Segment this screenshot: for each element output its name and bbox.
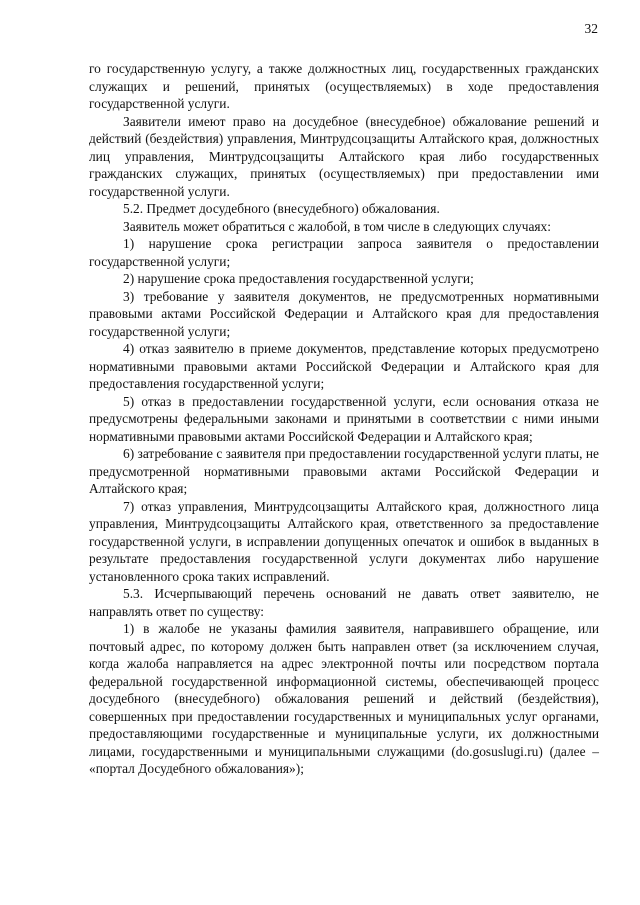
paragraph: 6) затребование с заявителя при предоставлении государственной услуги платы, не предусмотренной нормативными правовыми актами Российской Федерации и Алтайского края; xyxy=(89,446,599,496)
paragraph: Заявитель может обратиться с жалобой, в том числе в следующих случаях: xyxy=(123,218,551,234)
paragraph: 7) отказ управления, Минтрудсоцзащиты Алтайского края, должностного лица управления, Минтрудсоцзащиты Алтайского края, ответственного за предоставление государственной услуги, в исправлении допущенных опечаток и ошибок в выданных в результате предоставления государственной услуги документах либо нарушение установленного срока таких исправлений. xyxy=(89,498,599,584)
document-body xyxy=(89,60,599,778)
paragraph: 5.3. Исчерпывающий перечень оснований не давать ответ заявителю, не направлять ответ по существу: xyxy=(89,586,599,619)
paragraph: Заявители имеют право на досудебное (внесудебное) обжалование решений и действий (бездействия) управления, Минтрудсоцзащиты Алтайского края, должностных лиц управления, Минтрудсоцзащиты Алтайского края либо государственных гражданских служащих, принятых (осуществляемых) при предоставлении ими государственной услуги. xyxy=(89,113,599,199)
paragraph: 4) отказ заявителю в приеме документов, представление которых предусмотрено нормативными правовыми актами Российской Федерации и Алтайского края для предоставления государственной услуги; xyxy=(89,341,599,391)
paragraph: 1) нарушение срока регистрации запроса заявителя о предоставлении государственной услуги; xyxy=(89,236,599,269)
paragraph: 1) в жалобе не указаны фамилия заявителя, направившего обращение, или почтовый адрес, по которому должен быть направлен ответ (за исключением случая, когда жалоба направляется на адрес электронной почты или посредством портала федеральной государственной информационной системы, обеспечивающей процесс досудебного (внесудебного) обжалования решений и действий (бездействия), совершенных при предоставлении государственных и муниципальных услуг органами, предоставляющими государственные и муниципальные услуги, их должностными лицами, государственными и муниципальными служащими (do.gosuslugi.ru) (далее – «портал Досудебного обжалования»); xyxy=(89,621,599,776)
page-number: 32 xyxy=(584,21,598,36)
paragraph: го государственную услугу, а также должностных лиц, государственных гражданских служащих и решений, принятых (осуществляемых) в ходе предоставления государственной услуги. xyxy=(89,61,599,111)
paragraph: 5) отказ в предоставлении государственной услуги, если основания отказа не предусмотрены федеральными законами и принятыми в соответствии с ними иными нормативными правовыми актами Российской Федерации и Алтайского края; xyxy=(89,393,599,444)
paragraph: 5.2. Предмет досудебного (внесудебного) обжалования. xyxy=(123,201,440,216)
paragraph: 3) требование у заявителя документов, не предусмотренных нормативными правовыми актами Российской Федерации и Алтайского края для предоставления государственной услуги; xyxy=(89,288,599,339)
paragraph: 2) нарушение срока предоставления государственной услуги; xyxy=(123,271,474,286)
